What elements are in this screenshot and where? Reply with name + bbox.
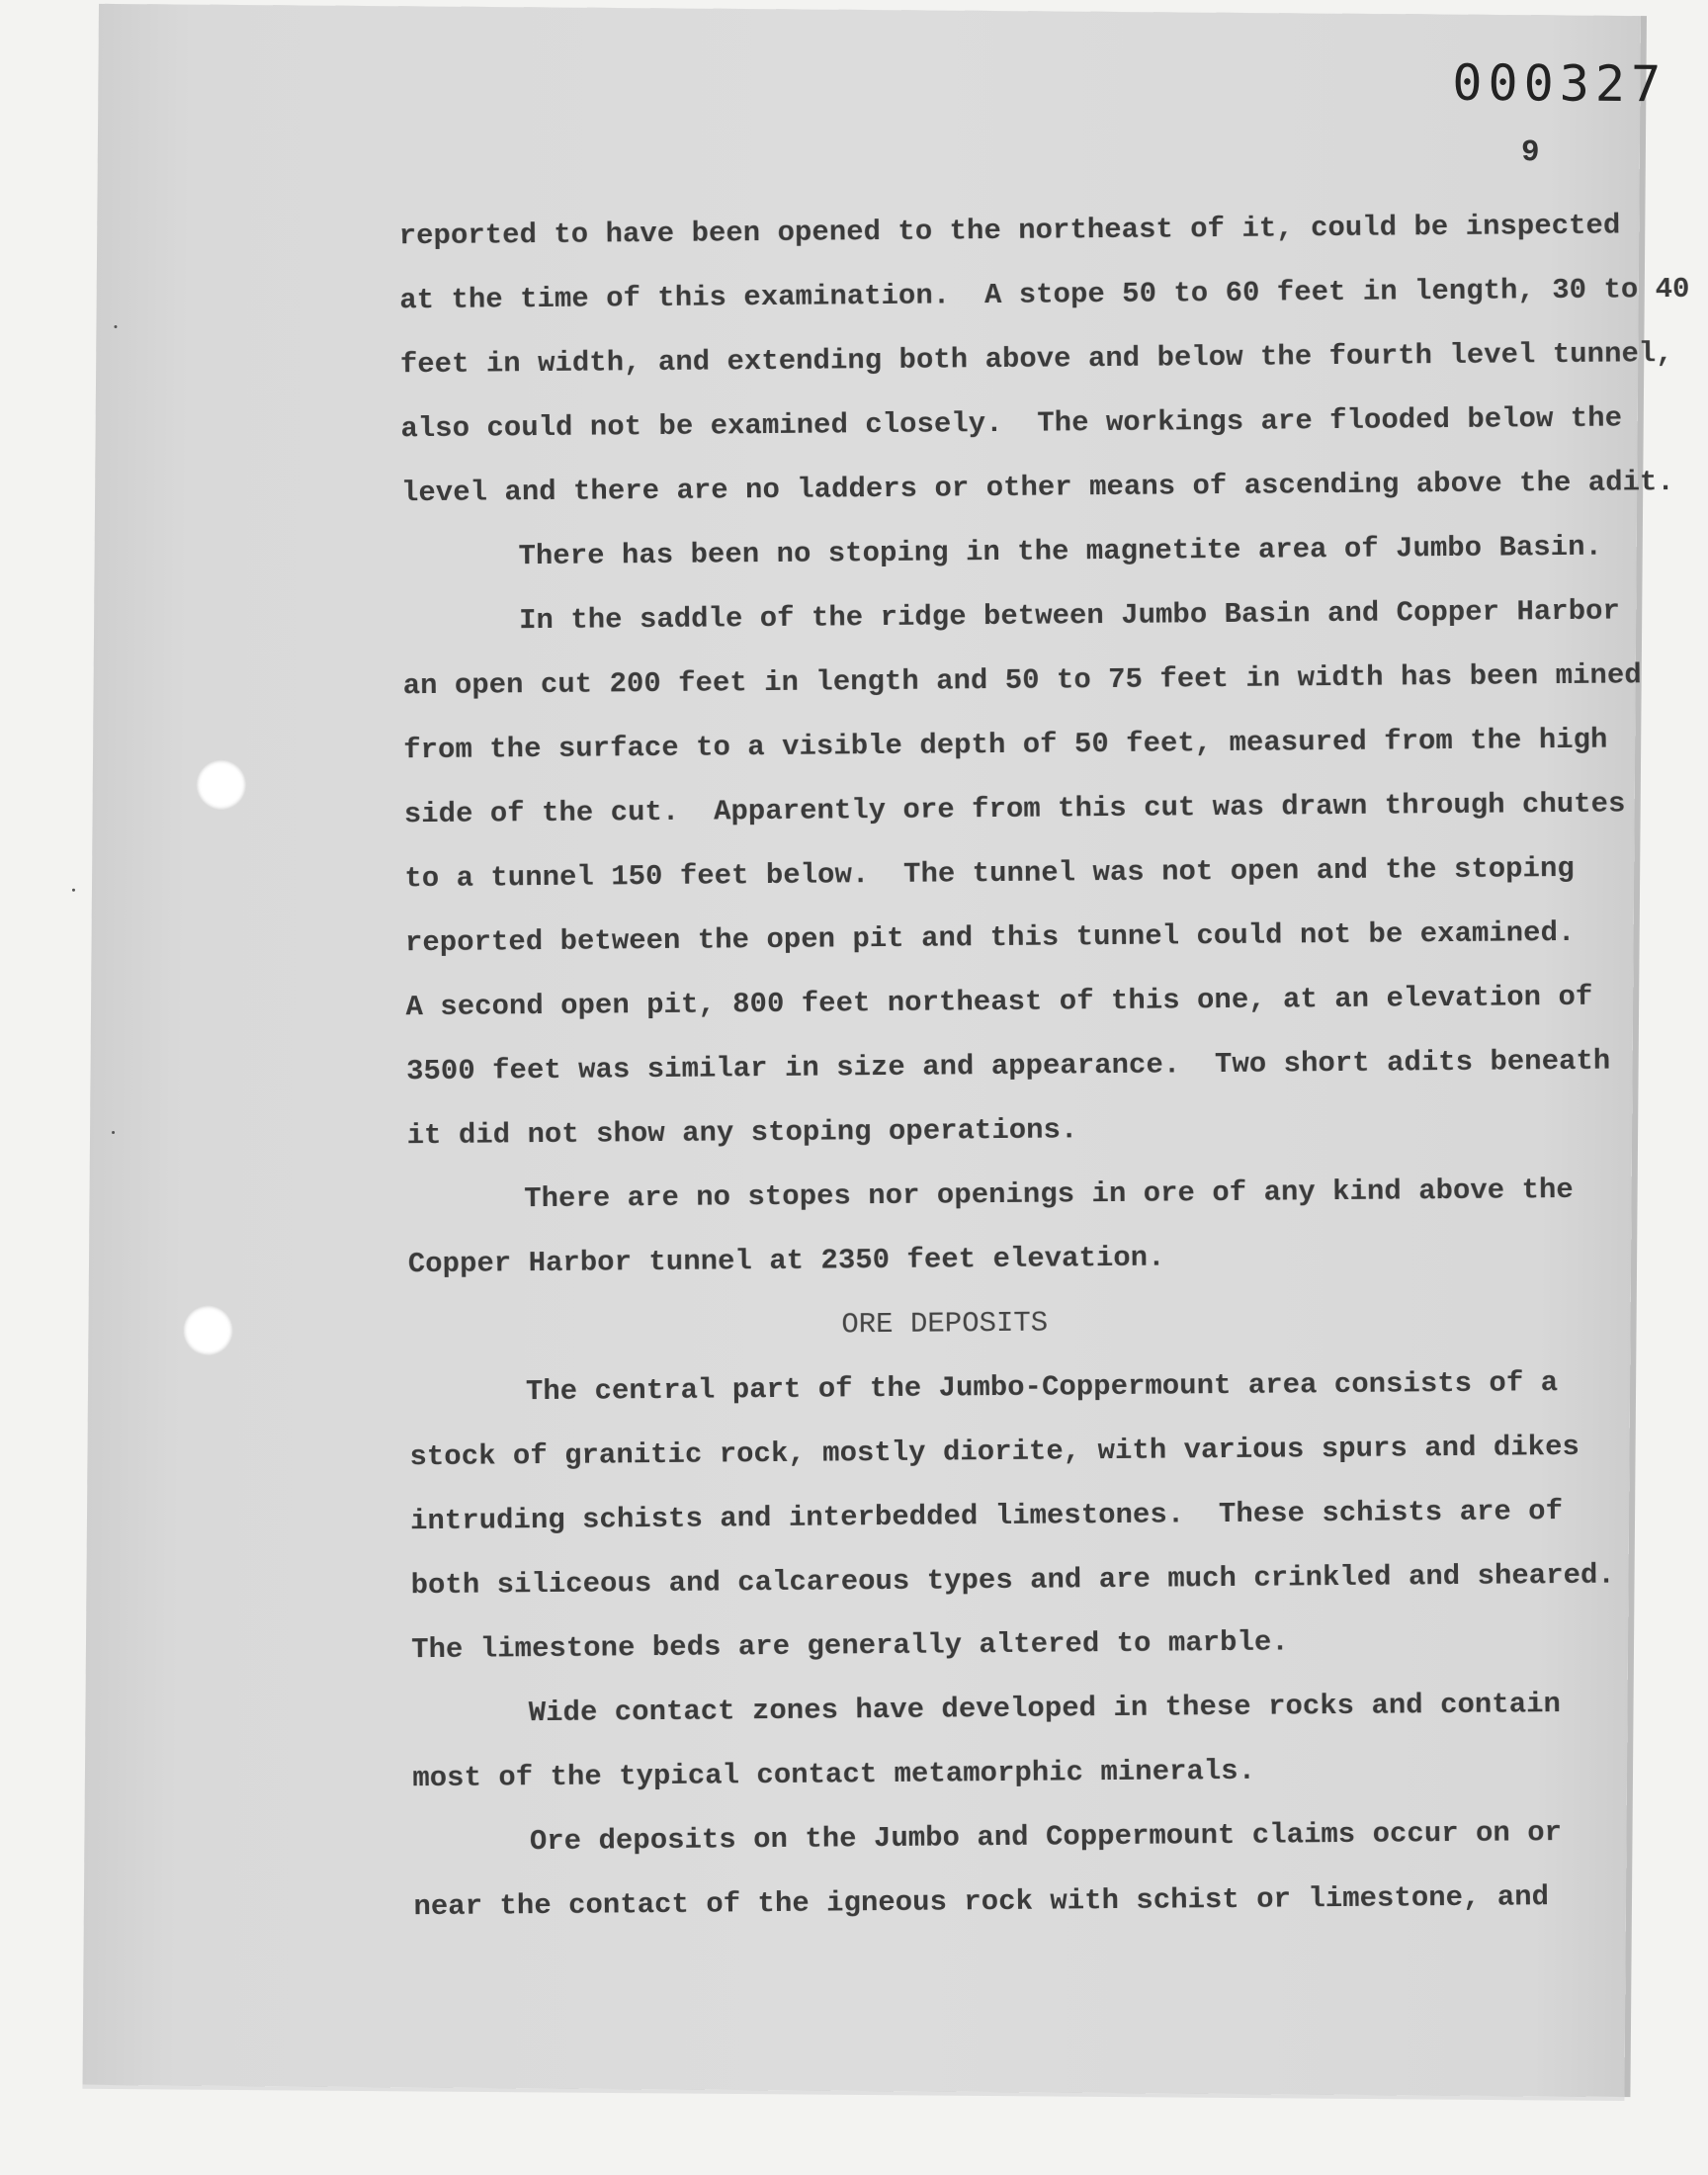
binder-hole-top: [197, 760, 246, 810]
text-line: There has been no stoping in the magnetite area of Jumbo Basin.: [518, 530, 1603, 573]
document-number: 000327: [1452, 53, 1667, 114]
text-line: feet in width, and extending both above and below the fourth level tunnel,: [399, 337, 1673, 382]
paper-sheet: [82, 4, 1690, 2097]
dust-speck: [114, 325, 117, 328]
text-line: also could not be examined closely. The workings are flooded below the: [400, 401, 1623, 446]
document-body: [398, 193, 1690, 1939]
text-line: both siliceous and calcareous types and are much crinkled and sheared.: [410, 1558, 1615, 1603]
dust-speck: [72, 889, 75, 892]
text-line: Ore deposits on the Jumbo and Coppermount claims occur on or: [529, 1816, 1563, 1859]
dust-speck: [112, 1131, 115, 1134]
text-line: it did not show any stoping operations.: [406, 1113, 1078, 1153]
text-line: The limestone beds are generally altered to marble.: [411, 1625, 1289, 1667]
text-line: There are no stopes nor openings in ore of any kind above the: [524, 1173, 1574, 1216]
page-number: 9: [1520, 135, 1540, 171]
text-line: an open cut 200 feet in length and 50 to 75 feet in width has been mined: [402, 658, 1642, 703]
binder-hole-bottom: [183, 1306, 232, 1355]
text-line: Copper Harbor tunnel at 2350 feet elevation.: [407, 1241, 1165, 1281]
text-line: intruding schists and interbedded limestones. These schists are of: [409, 1495, 1564, 1538]
text-line: The central part of the Jumbo-Coppermount area consists of a: [525, 1366, 1559, 1409]
text-line: 3500 feet was similar in size and appearance. Two short adits beneath: [405, 1044, 1611, 1088]
text-line: side of the cut. Apparently ore from this cut was drawn through chutes: [403, 787, 1626, 831]
text-line: Wide contact zones have developed in these rocks and contain: [528, 1688, 1562, 1730]
text-line: near the contact of the igneous rock with schist or limestone, and: [413, 1880, 1550, 1924]
text-line: to a tunnel 150 feet below. The tunnel was not open and the stoping: [404, 851, 1575, 896]
text-line: stock of granitic rock, mostly diorite, with various spurs and dikes: [409, 1430, 1580, 1474]
section-heading: ORE DEPOSITS: [841, 1306, 1049, 1342]
text-line: reported between the open pit and this tunnel could not be examined.: [404, 915, 1576, 960]
text-line: level and there are no ladders or other means of ascending above the adit.: [400, 466, 1674, 510]
text-line: most of the typical contact metamorphic minerals.: [412, 1754, 1256, 1795]
text-line: reported to have been opened to the northeast of it, could be inspected: [398, 209, 1621, 253]
text-line: A second open pit, 800 feet northeast of this one, at an elevation of: [405, 980, 1593, 1024]
text-line: In the saddle of the ridge between Jumbo Basin and Copper Harbor: [518, 594, 1621, 638]
text-line: from the surface to a visible depth of 50 feet, measured from the high: [403, 723, 1608, 767]
text-line: at the time of this examination. A stope 50 to 60 feet in length, 30 to 40: [399, 272, 1690, 317]
